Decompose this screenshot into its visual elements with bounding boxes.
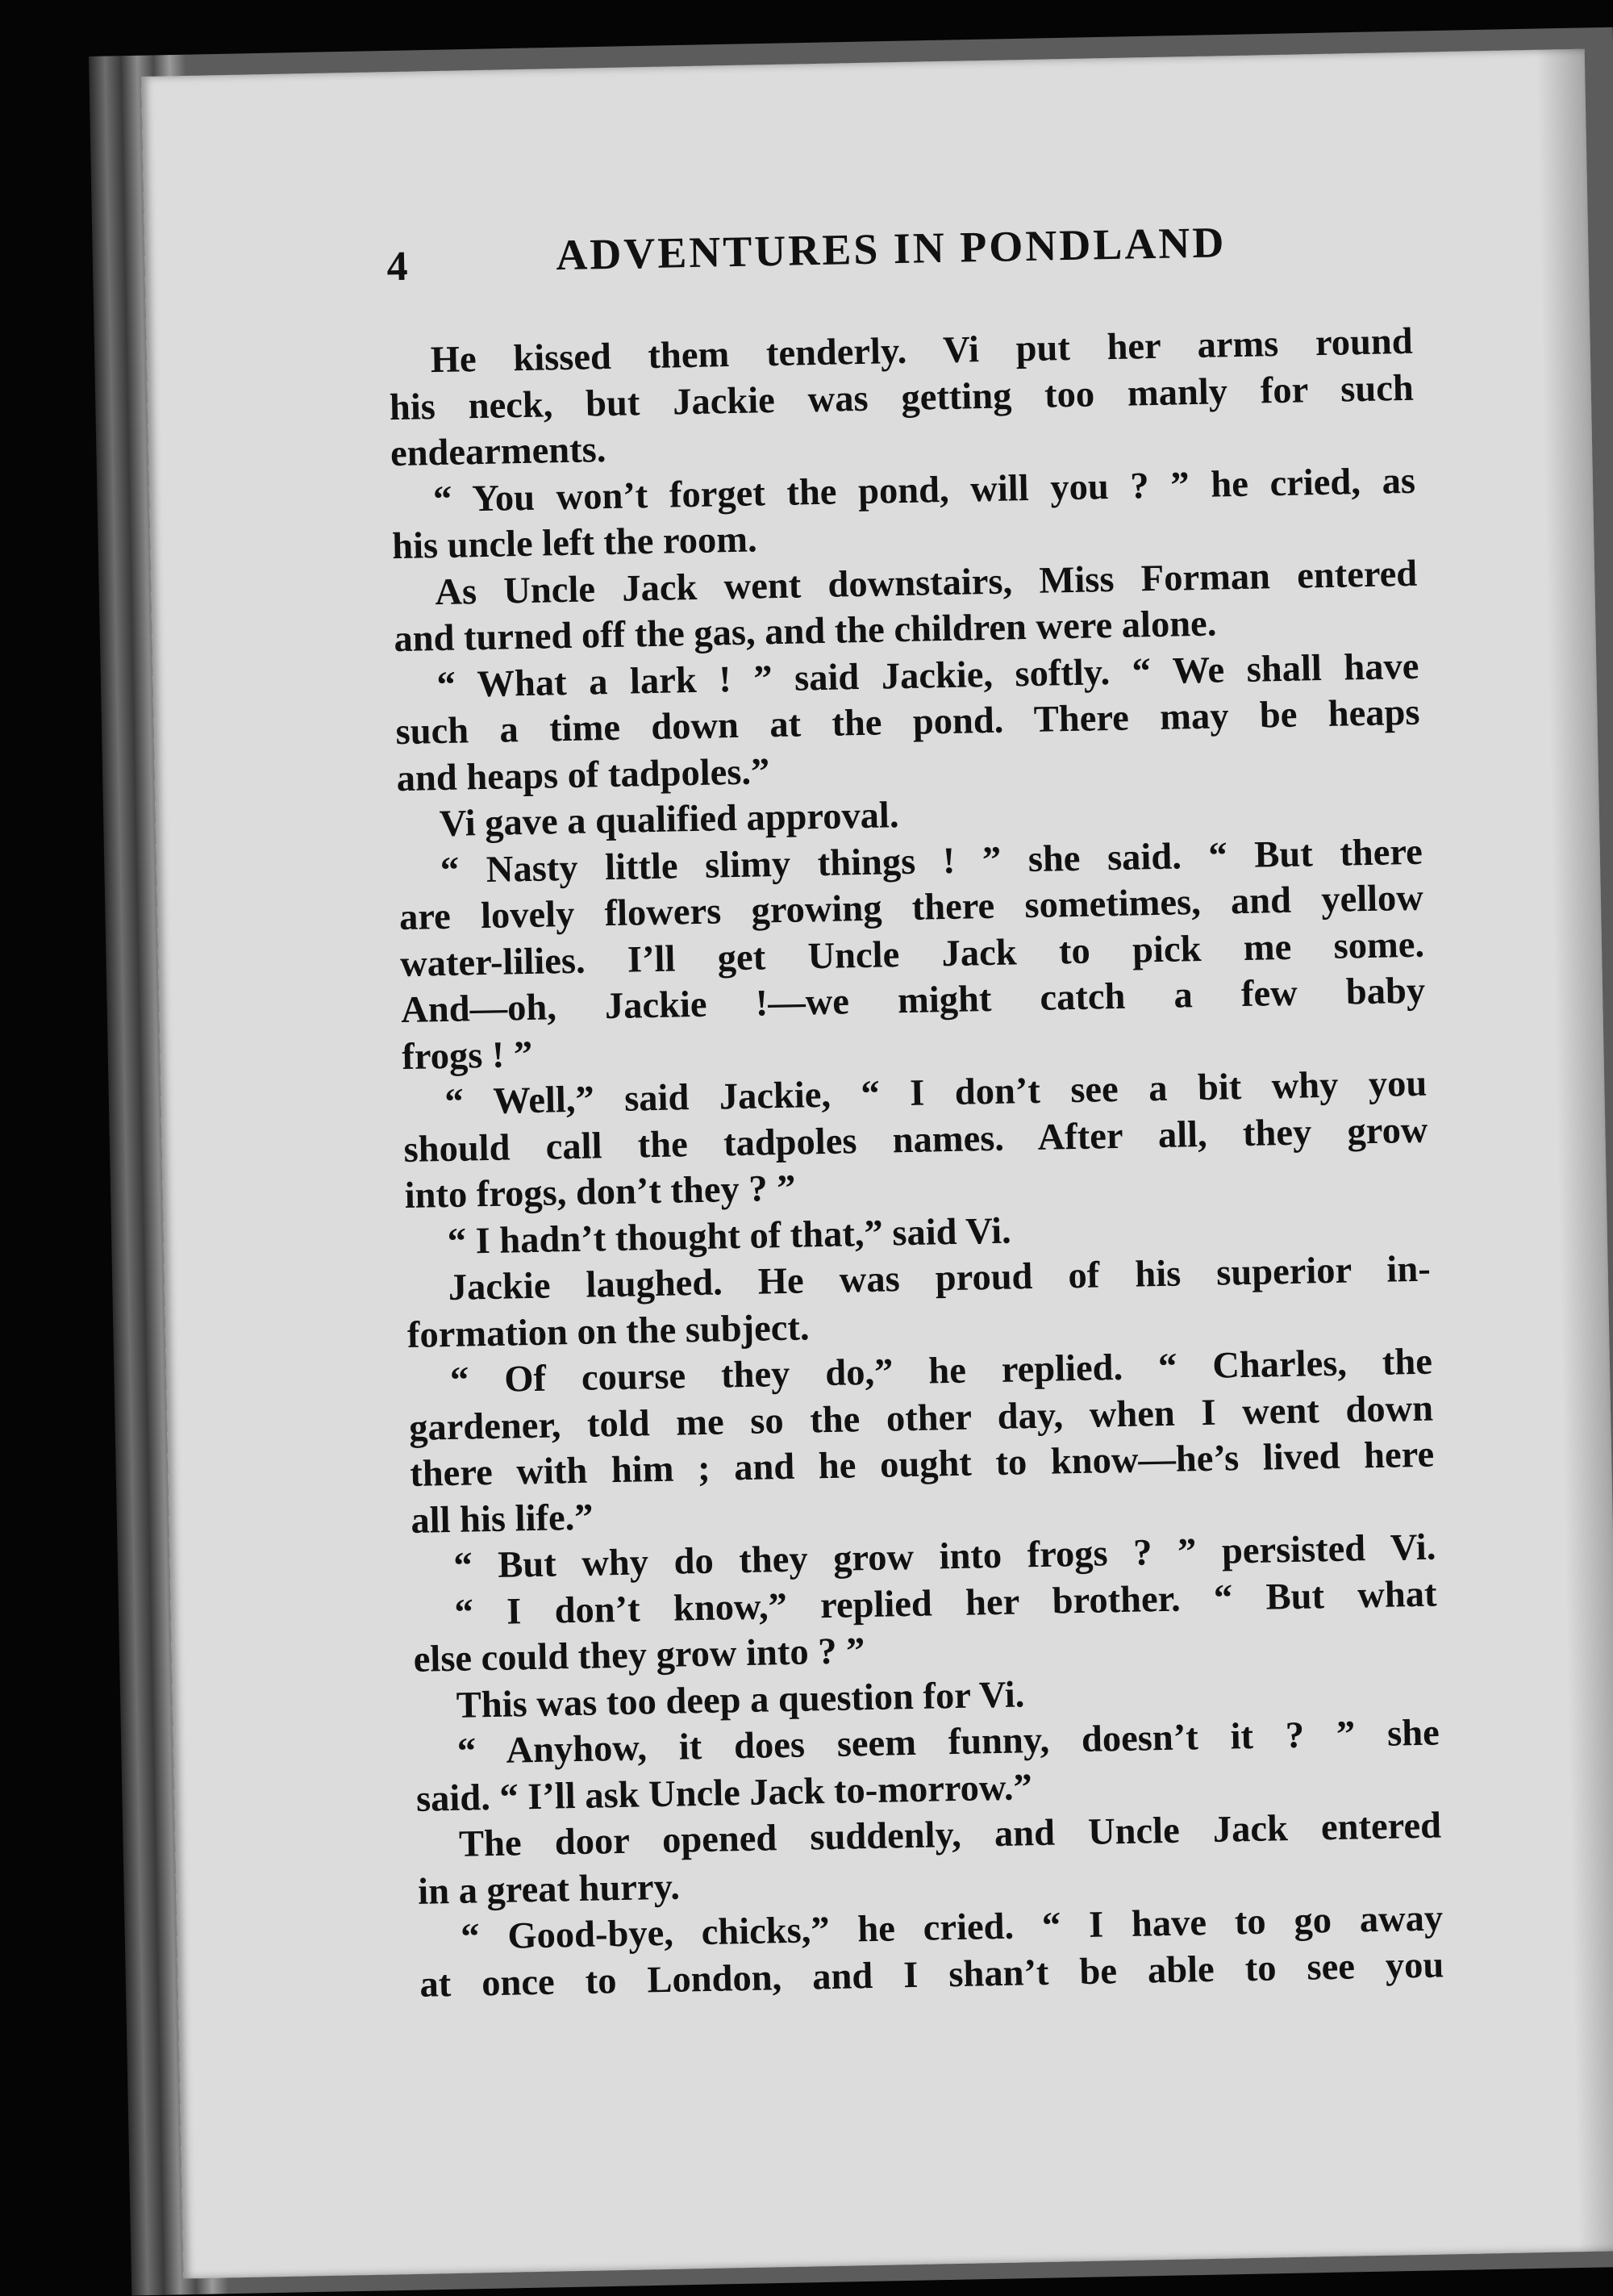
text-line: This was too deep a question for Vi. [456,1673,1025,1726]
text-line: should call the tadpoles names. After all, they grow [403,1109,1428,1171]
text-line: As Uncle Jack went downstairs, Miss Forman entered [434,553,1418,613]
text-line: Jackie laughed. He was proud of his superior in- [448,1248,1432,1309]
text-line: there with him ; and he ought to know—he’s lived here [409,1434,1435,1495]
text-line: “ You won’t forget the pond, will you ? ” he cried, as [432,460,1416,520]
text-line: gardener, told me so the other day, when I went down [408,1388,1434,1449]
text-line: “ Anyhow, it does seem funny, doesn’t it ? ” she [456,1712,1440,1772]
text-line: his uncle left the room. [391,519,758,568]
text-line: are lovely flowers growing there sometimes, and yellow [398,877,1424,939]
text-line: “ But why do they grow into frogs ? ” persisted Vi. [453,1526,1436,1587]
text-line: said. “ I’ll ask Uncle Jack to-morrow.” [415,1766,1033,1820]
text-line: into frogs, don’t they ? ” [404,1167,796,1217]
text-line: And—oh, Jackie !—we might catch a few baby [400,970,1426,1032]
text-line: and turned off the gas, and the children were alone. [393,603,1217,661]
text-line: else could they grow into ? ” [413,1630,865,1680]
text-line: “ What a lark ! ” said Jackie, softly. “ We shall have [436,645,1419,706]
text-line: in a great hurry. [417,1866,681,1913]
page-number: 4 [386,243,409,290]
text-line: Vi gave a qualified approval. [439,795,899,845]
body-text [388,319,1444,2008]
text-line: formation on the subject. [406,1306,810,1356]
text-line: He kissed them tenderly. Vi put her arms round [430,320,1414,382]
text-line: The door opened suddenly, and Uncle Jack entered [458,1805,1442,1865]
text-line: “ Of course they do,” he replied. “ Charles, the [449,1341,1433,1401]
text-line: endearments. [390,429,606,475]
text-line: water-lilies. I’ll get Uncle Jack to pick me some. [399,924,1425,985]
text-line: “ I don’t know,” replied her brother. “ But what [454,1573,1437,1634]
text-line: and heaps of tadpoles.” [396,750,770,799]
text-line: at once to London, and I shan’t be able to see you [419,1943,1444,2006]
text-line: his neck, but Jackie was getting too manly for such [389,367,1415,428]
text-line: frogs ! ” [401,1033,533,1078]
text-line: “ I hadn’t thought of that,” said Vi. [447,1210,1012,1263]
text-line: “ Nasty little slimy things ! ” she said. “ But there [440,831,1423,891]
text-line: such a time down at the pond. There may be heaps [395,691,1420,754]
text-line: all his life.” [410,1497,594,1542]
text-line: “ Good-bye, chicks,” he cried. “ I have to go away [460,1897,1444,1958]
text-line: “ Well,” said Jackie, “ I don’t see a bit why you [444,1062,1428,1124]
running-head: ADVENTURES IN PONDLAND [555,218,1227,280]
page-header [386,215,1355,298]
book-page [141,49,1613,2279]
